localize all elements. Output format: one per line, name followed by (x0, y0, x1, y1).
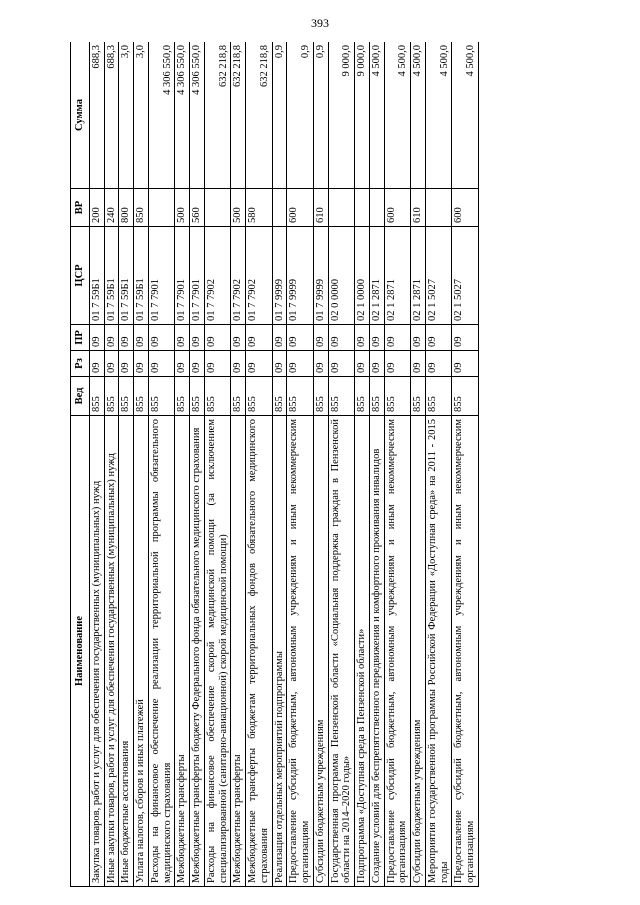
cell-pr: 09 (89, 325, 104, 351)
cell-rz: 09 (190, 351, 205, 377)
cell-rz: 09 (272, 351, 287, 377)
cell-rz: 09 (175, 351, 190, 377)
cell-vr: 800 (119, 189, 134, 227)
cell-vr: 610 (411, 189, 426, 227)
table-row (313, 42, 328, 887)
cell-sum: 632 218,8 (204, 42, 231, 189)
cell-vr (369, 189, 384, 227)
table-row (355, 42, 370, 887)
cell-vr: 850 (134, 189, 149, 227)
cell-name: Закупка товаров, работ и услуг для обеспечения государственных (муниципальных) нужд (89, 416, 104, 887)
cell-ved: 855 (452, 377, 479, 416)
table-row (119, 42, 134, 887)
cell-ved: 855 (190, 377, 205, 416)
cell-pr: 09 (231, 325, 246, 351)
rotated-page-content (70, 42, 570, 887)
header-pr: ПР (71, 325, 90, 351)
header-rz: Рз (71, 351, 90, 377)
header-name: Наименование (71, 416, 90, 887)
cell-sum: 688,3 (104, 42, 119, 189)
cell-sum: 4 500,0 (452, 42, 479, 189)
cell-sum: 688,3 (89, 42, 104, 189)
cell-rz: 09 (231, 351, 246, 377)
cell-ved: 855 (246, 377, 273, 416)
cell-sum: 3,0 (119, 42, 134, 189)
cell-csr: 01 7 9999 (272, 227, 287, 325)
table-row (384, 42, 411, 887)
cell-name: Межбюджетные трансферты (231, 416, 246, 887)
cell-vr: 600 (452, 189, 479, 227)
cell-ved: 855 (328, 377, 355, 416)
cell-vr: 560 (190, 189, 205, 227)
header-vr: ВР (71, 189, 90, 227)
cell-csr: 02 1 5027 (452, 227, 479, 325)
cell-name: Уплата налогов, сборов и иных платежей (134, 416, 149, 887)
cell-csr: 01 7 9999 (313, 227, 328, 325)
cell-vr: 500 (175, 189, 190, 227)
table-row (204, 42, 231, 887)
cell-rz: 09 (452, 351, 479, 377)
cell-ved: 855 (104, 377, 119, 416)
cell-sum: 632 218,8 (231, 42, 246, 189)
cell-rz: 09 (287, 351, 314, 377)
cell-vr (204, 189, 231, 227)
cell-rz: 09 (119, 351, 134, 377)
cell-csr: 01 7 7902 (246, 227, 273, 325)
cell-csr: 02 1 2871 (369, 227, 384, 325)
cell-csr: 02 0 0000 (328, 227, 355, 325)
cell-rz: 09 (313, 351, 328, 377)
cell-sum: 4 306 550,0 (148, 42, 175, 189)
cell-rz: 09 (411, 351, 426, 377)
table-body (89, 42, 478, 887)
cell-ved: 855 (89, 377, 104, 416)
table-row (231, 42, 246, 887)
cell-csr: 01 7 59Б1 (89, 227, 104, 325)
cell-sum: 4 500,0 (384, 42, 411, 189)
cell-pr: 09 (246, 325, 273, 351)
table-row (190, 42, 205, 887)
cell-rz: 09 (246, 351, 273, 377)
cell-ved: 855 (119, 377, 134, 416)
cell-vr (148, 189, 175, 227)
cell-name: Мероприятия государственной программы Российской Федерации «Доступная среда» на 2011 - 2015 годы (425, 416, 452, 887)
table-row (369, 42, 384, 887)
cell-name: Субсидии бюджетным учреждениям (411, 416, 426, 887)
cell-vr (328, 189, 355, 227)
cell-name: Межбюджетные трансферты бюджету Федерального фонда обязательного медицинского страхования (190, 416, 205, 887)
cell-csr: 01 7 7902 (231, 227, 246, 325)
cell-pr: 09 (355, 325, 370, 351)
cell-vr: 600 (287, 189, 314, 227)
cell-name: Предоставление субсидий бюджетным, автономным учреждениям и иным некоммерческим организациям (452, 416, 479, 887)
table-header-row (71, 42, 90, 887)
cell-rz: 09 (89, 351, 104, 377)
cell-csr: 01 7 59Б1 (134, 227, 149, 325)
cell-vr: 610 (313, 189, 328, 227)
table-row (104, 42, 119, 887)
cell-pr: 09 (452, 325, 479, 351)
table-row (272, 42, 287, 887)
table-row (246, 42, 273, 887)
cell-sum: 9 000,0 (328, 42, 355, 189)
cell-rz: 09 (355, 351, 370, 377)
cell-csr: 02 1 0000 (355, 227, 370, 325)
cell-name: Иные бюджетные ассигнования (119, 416, 134, 887)
table-row (452, 42, 479, 887)
cell-rz: 09 (328, 351, 355, 377)
cell-name: Предоставление субсидий бюджетным, автономным учреждениям и иным некоммерческим организациям (384, 416, 411, 887)
cell-pr: 09 (119, 325, 134, 351)
cell-sum: 0,9 (313, 42, 328, 189)
cell-csr: 01 7 9999 (287, 227, 314, 325)
cell-csr: 01 7 7902 (204, 227, 231, 325)
cell-rz: 09 (204, 351, 231, 377)
cell-ved: 855 (134, 377, 149, 416)
cell-pr: 09 (190, 325, 205, 351)
cell-name: Расходы на финансовое обеспечение скорой медицинской помощи (за исключением специализированной (санитарно-авиационной) скорой медицинской помощи) (204, 416, 231, 887)
header-ved: Вед (71, 377, 90, 416)
cell-csr: 01 7 59Б1 (119, 227, 134, 325)
header-csr: ЦСР (71, 227, 90, 325)
cell-vr (425, 189, 452, 227)
header-sum: Сумма (71, 42, 90, 189)
cell-ved: 855 (204, 377, 231, 416)
table-row (411, 42, 426, 887)
cell-ved: 855 (313, 377, 328, 416)
cell-sum: 4 306 550,0 (175, 42, 190, 189)
cell-pr: 09 (204, 325, 231, 351)
cell-name: Межбюджетные трансферты (175, 416, 190, 887)
cell-name: Реализация отдельных мероприятий подпрограммы (272, 416, 287, 887)
cell-pr: 09 (384, 325, 411, 351)
cell-ved: 855 (425, 377, 452, 416)
cell-ved: 855 (231, 377, 246, 416)
cell-rz: 09 (369, 351, 384, 377)
cell-pr: 09 (148, 325, 175, 351)
cell-rz: 09 (134, 351, 149, 377)
cell-vr: 200 (89, 189, 104, 227)
cell-ved: 855 (148, 377, 175, 416)
cell-pr: 09 (313, 325, 328, 351)
cell-sum: 632 218,8 (246, 42, 273, 189)
cell-pr: 09 (134, 325, 149, 351)
cell-name: Предоставление субсидий бюджетным, автономным учреждениям и иным некоммерческим организациям (287, 416, 314, 887)
cell-name: Субсидии бюджетным учреждениям (313, 416, 328, 887)
cell-csr: 01 7 59Б1 (104, 227, 119, 325)
cell-rz: 09 (384, 351, 411, 377)
table-row (134, 42, 149, 887)
cell-sum: 4 500,0 (411, 42, 426, 189)
cell-ved: 855 (355, 377, 370, 416)
cell-pr: 09 (287, 325, 314, 351)
cell-sum: 4 306 550,0 (190, 42, 205, 189)
cell-csr: 02 1 5027 (425, 227, 452, 325)
cell-pr: 09 (411, 325, 426, 351)
cell-name: Подпрограмма «Доступная среда в Пензенской области» (355, 416, 370, 887)
cell-name: Создание условий для беспрепятственного передвижения и комфортного проживания инвалидов (369, 416, 384, 887)
cell-rz: 09 (104, 351, 119, 377)
cell-pr: 09 (104, 325, 119, 351)
cell-sum: 0,9 (287, 42, 314, 189)
cell-ved: 855 (175, 377, 190, 416)
cell-csr: 02 1 2871 (384, 227, 411, 325)
table-row (425, 42, 452, 887)
budget-table (70, 42, 479, 887)
cell-ved: 855 (369, 377, 384, 416)
cell-sum: 9 000,0 (355, 42, 370, 189)
cell-vr (355, 189, 370, 227)
cell-ved: 855 (272, 377, 287, 416)
rotated-table-container (70, 42, 570, 887)
cell-csr: 02 1 2871 (411, 227, 426, 325)
cell-csr: 01 7 7901 (190, 227, 205, 325)
table-row (287, 42, 314, 887)
cell-pr: 09 (272, 325, 287, 351)
cell-vr: 580 (246, 189, 273, 227)
cell-ved: 855 (384, 377, 411, 416)
cell-sum: 4 500,0 (369, 42, 384, 189)
cell-csr: 01 7 7901 (148, 227, 175, 325)
cell-sum: 0,9 (272, 42, 287, 189)
table-row (89, 42, 104, 887)
cell-csr: 01 7 7901 (175, 227, 190, 325)
cell-sum: 3,0 (134, 42, 149, 189)
table-row (148, 42, 175, 887)
cell-name: Расходы на финансовое обеспечение реализации территориальной программы обязательного медицинского страхования (148, 416, 175, 887)
cell-name: Иные закупки товаров, работ и услуг для обеспечения государственных (муниципальных) нужд (104, 416, 119, 887)
cell-pr: 09 (175, 325, 190, 351)
cell-name: Государственная программа Пензенской области «Социальная поддержка граждан в Пензенской области на 2014–2020 годы» (328, 416, 355, 887)
cell-ved: 855 (411, 377, 426, 416)
cell-vr: 600 (384, 189, 411, 227)
cell-sum: 4 500,0 (425, 42, 452, 189)
cell-vr: 240 (104, 189, 119, 227)
cell-pr: 09 (425, 325, 452, 351)
table-row (328, 42, 355, 887)
cell-rz: 09 (148, 351, 175, 377)
cell-pr: 09 (369, 325, 384, 351)
page-number: 393 (311, 16, 329, 30)
table-row (175, 42, 190, 887)
cell-rz: 09 (425, 351, 452, 377)
cell-ved: 855 (287, 377, 314, 416)
cell-name: Межбюджетные трансферты бюджетам территориальных фондов обязательного медицинского страхования (246, 416, 273, 887)
cell-vr: 500 (231, 189, 246, 227)
cell-pr: 09 (328, 325, 355, 351)
cell-vr (272, 189, 287, 227)
